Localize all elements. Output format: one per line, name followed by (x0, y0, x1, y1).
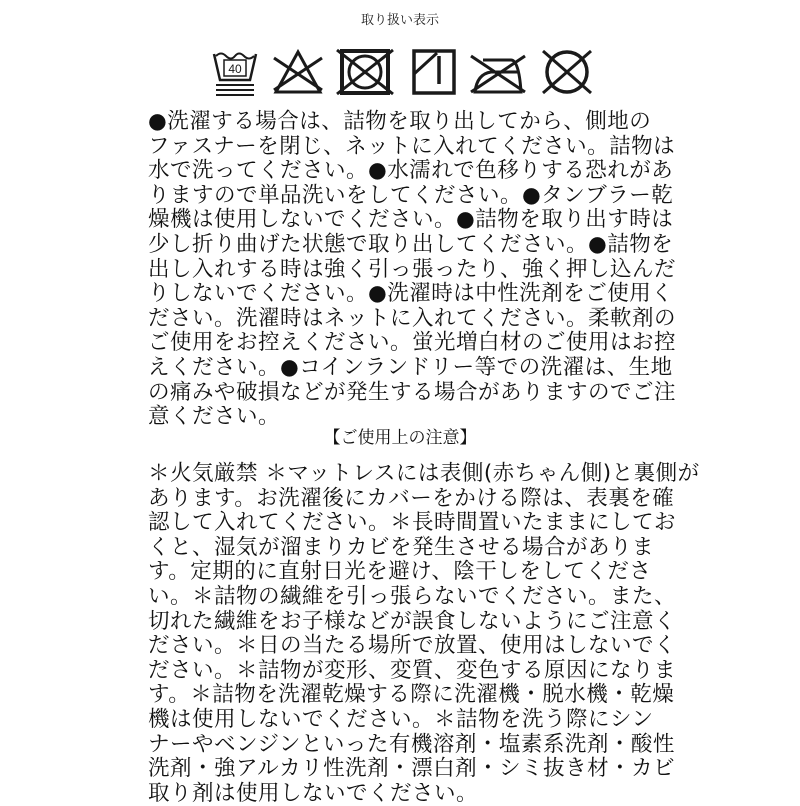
text-line: 洗剤・強アルカリ性洗剤・漂白剤・シミ抜き材・カビ (148, 756, 676, 782)
text-line: りますので単品洗いをしてください。●タンブラー乾 (148, 182, 674, 208)
care-label-title: 取り扱い表示 (360, 13, 439, 28)
text-line: ださい。＊詰物が変形、変質、変色する原因になりま (148, 657, 677, 683)
text-line: 切れた繊維をお子様などが誤食しないようにご注意く (148, 608, 677, 634)
text-line: ＊火気厳禁 ＊マットレスには表側(赤ちゃん側)と裏側が (148, 461, 700, 486)
text-line: 少し折り曲げた状態で取り出してください。●詰物を (148, 231, 674, 257)
no-dry-clean-icon (539, 48, 595, 96)
no-bleach-icon (272, 48, 324, 96)
text-line: りしないでください。●洗濯時は中性洗剤をご使用く (148, 281, 674, 307)
text-line: 出し入れする時は強く引っ張ったり、強く押し込んだ (148, 256, 677, 282)
text-line: くと、湿気が溜まりカビを発生させる場合がありま (148, 534, 655, 560)
wash-40-icon (212, 48, 258, 96)
text-line: 意ください。 (148, 404, 281, 430)
washing-instructions (148, 109, 677, 430)
no-iron-icon (469, 48, 527, 96)
usage-cautions (148, 461, 700, 806)
text-line: す。定期的に直射日光を避け、陰干しをしてくださ (148, 559, 652, 585)
text-line: あります。お洗濯後にカバーをかける際は、表裏を確 (148, 485, 675, 511)
svg-text:40: 40 (228, 62, 242, 76)
text-line: 水で洗ってください。●水濡れで色移りする恐れがあ (148, 158, 674, 184)
text-line: い。＊詰物の繊維を引っ張らないでください。また、 (148, 583, 677, 609)
text-line: ●洗濯する場合は、詰物を取り出してから、側地の (148, 109, 652, 134)
text-line: ださい。＊日の当たる場所で放置、使用はしないでく (148, 633, 677, 659)
text-line: ご使用をお控えください。蛍光増白材のご使用はお控 (148, 330, 677, 356)
text-line: の痛みや破損などが発生する場合がありますのでご注 (148, 379, 677, 405)
no-tumble-dry-icon (336, 48, 394, 96)
text-line: えください。●コインランドリー等での洗濯は、生地 (148, 354, 673, 380)
text-line: ファスナーを閉じ、ネットに入れてください。詰物は (148, 133, 676, 159)
care-symbols-row (208, 48, 598, 96)
text-line: 取り剤は使用しないでください。 (148, 780, 479, 806)
text-line: す。＊詰物を洗濯乾燥する際に洗濯機・脱水機・乾燥 (148, 682, 675, 708)
text-line: ナーやベンジンといった有機溶剤・塩素系洗剤・酸性 (148, 731, 675, 757)
usage-cautions-heading: 【ご使用上の注意】 (323, 428, 477, 448)
line-dry-shade-icon (411, 48, 457, 96)
text-line: 認して入れてください。＊長時間置いたままにしてお (148, 510, 677, 536)
text-line: 機は使用しないでください。＊詰物を洗う際にシン (148, 706, 654, 732)
text-line: ださい。洗濯時はネットに入れてください。柔軟剤の (148, 305, 677, 331)
text-line: 燥機は使用しないでください。●詰物を取り出す時は (148, 207, 674, 233)
